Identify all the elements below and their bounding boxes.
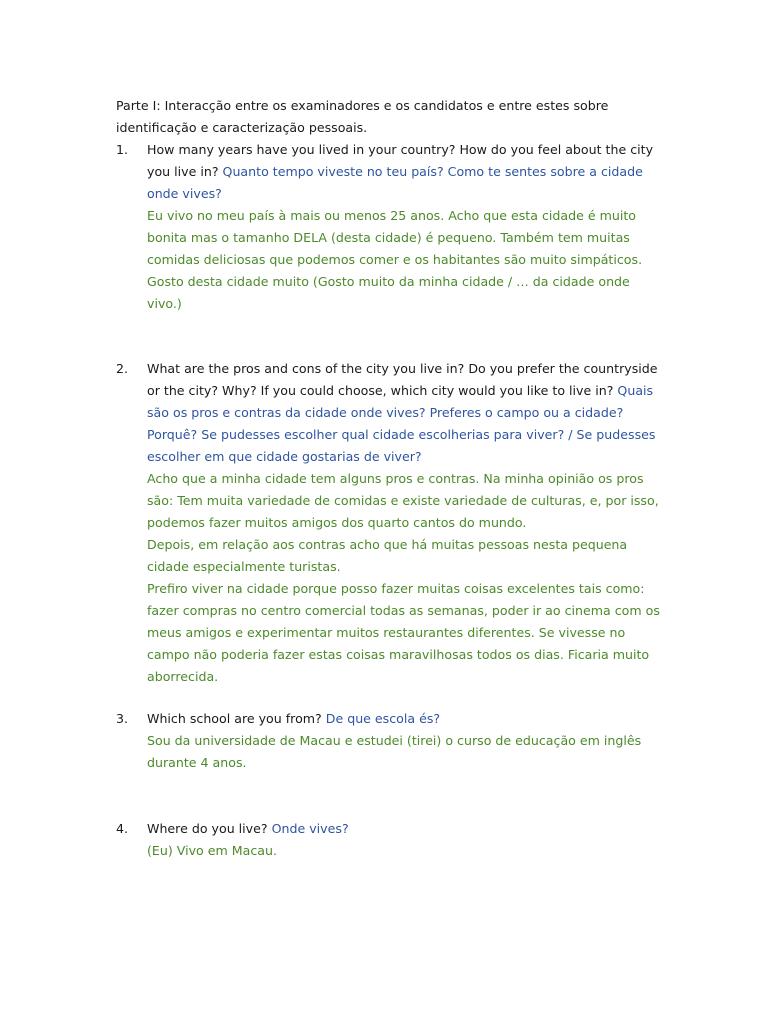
question-portuguese: Quanto tempo viveste no teu país? Como te sentes sobre a cidade onde vives? <box>147 164 643 201</box>
question-text <box>147 139 667 205</box>
section-heading-line-2: identificação e caracterização pessoais. <box>116 120 368 135</box>
question-text <box>147 358 667 468</box>
question-portuguese: De que escola és? <box>325 711 441 726</box>
answer-paragraph: Sou da universidade de Macau e estudei (tirei) o curso de educação em inglês durante 4 anos. <box>147 733 642 770</box>
question-english: Where do you live? <box>147 821 268 836</box>
question-portuguese: Quais são os pros e contras da cidade onde vives? Preferes o campo ou a cidade? Porquê? Se pudesses escolher qual cidade escolherias para viver? / Se pudesses escolher em que cidade gostarias de viver? <box>147 383 656 464</box>
question-english: How many years have you lived in your country? How do you feel about the city you live in? <box>147 142 654 179</box>
answer-paragraph: Eu vivo no meu país à mais ou menos 25 anos. Acho que esta cidade é muito bonita mas o tamanho DELA (desta cidade) é pequeno. Também tem muitas comidas deliciosas que podemos comer e os habitantes são muito simpáticos. Gosto desta cidade muito (Gosto muito da minha cidade / … da cidade onde vivo.) <box>147 208 643 311</box>
answer-paragraph: Prefiro viver na cidade porque posso fazer muitas coisas excelentes tais como: fazer compras no centro comercial todas as semanas, poder ir ao cinema com os meus amigos e experimentar muitos restaurantes diferentes. Se vivesse no campo não poderia fazer estas coisas maravilhosas todos os dias. Ficaria muito aborrecida. <box>147 581 660 684</box>
question-item-4 <box>116 818 676 862</box>
question-text <box>147 708 667 730</box>
answer-paragraph: (Eu) Vivo em Macau. <box>147 843 277 858</box>
item-number: 2. <box>116 361 129 376</box>
section-heading-line-1: Parte I: Interacção entre os examinadores e os candidatos e entre estes sobre <box>116 98 609 113</box>
question-portuguese: Onde vives? <box>271 821 349 836</box>
question-text <box>147 818 667 840</box>
question-english: What are the pros and cons of the city you live in? Do you prefer the countryside or the city? Why? If you could choose, which city would you like to live in? <box>147 361 658 398</box>
question-english: Which school are you from? <box>147 711 322 726</box>
item-number: 4. <box>116 821 129 836</box>
section-heading <box>116 95 676 139</box>
item-number: 1. <box>116 142 129 157</box>
question-item-1 <box>116 139 676 315</box>
answer-paragraph: Depois, em relação aos contras acho que há muitas pessoas nesta pequena cidade especialmente turistas. <box>147 537 628 574</box>
item-number: 3. <box>116 711 129 726</box>
question-item-2 <box>116 358 676 688</box>
question-item-3 <box>116 708 676 774</box>
answer-paragraph: Acho que a minha cidade tem alguns pros e contras. Na minha opinião os pros são: Tem muita variedade de comidas e existe variedade de culturas, e, por isso, podemos fazer muitos amigos dos quarto cantos do mundo. <box>147 471 659 530</box>
